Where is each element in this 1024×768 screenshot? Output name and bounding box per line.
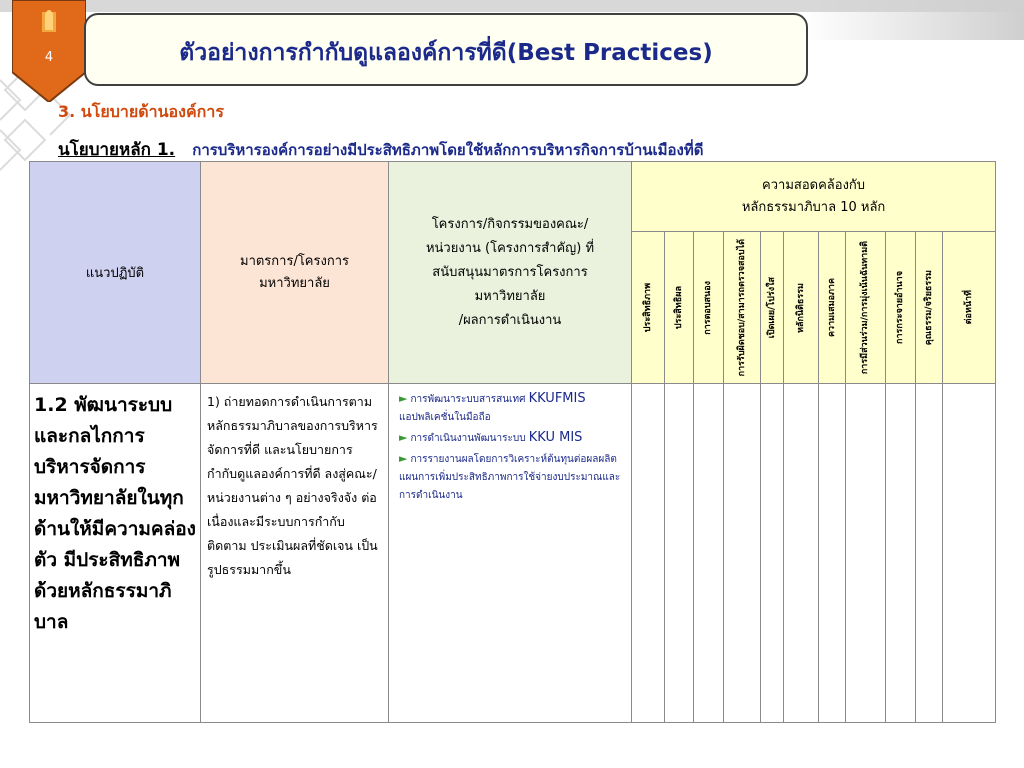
measure-cell: 1) ถ่ายทอดการดำเนินการตามหลักธรรมาภิบาลของการบริหารจัดการที่ดี และนโยบายการกำกับดูแลองค์การที่ดี ลงสู่คณะ/หน่วยงานต่าง ๆ อย่างจริงจัง ต่อเนื่องและมีระบบการกำกับ ติดตาม ประเมินผลที่ชัดเจน เป็นรูปธรรมมากขึ้น — [201, 384, 389, 723]
principle-label: หลักนิติธรรม — [795, 282, 806, 333]
header-align-line2: หลักธรรมาภิบาล 10 หลัก — [741, 199, 886, 215]
principle-label: ประสิทธิผล — [673, 285, 684, 330]
top-right-gradient — [804, 0, 1024, 40]
arrow-bullet-icon: ► — [399, 431, 408, 444]
principle-label: ความเสมอภาค — [826, 278, 837, 337]
header-measure-line1: มาตรการ/โครงการ — [240, 253, 349, 269]
project-cell — [389, 384, 632, 723]
principle-transparency — [761, 232, 784, 384]
header-practice: แนวปฏิบัติ — [30, 162, 201, 384]
project-item — [399, 390, 621, 427]
header-project-line2: หน่วยงาน (โครงการสำคัญ) ที่ — [425, 240, 595, 256]
project-item-text: การดำเนินงานพัฒนาระบบ — [410, 433, 526, 444]
principle-label: ต่อหน้าที่ — [963, 290, 974, 325]
principle-rule-of-law — [784, 232, 819, 384]
title-bar — [84, 13, 808, 86]
check-cell — [632, 384, 665, 723]
project-item — [399, 429, 621, 448]
header-project-line1: โครงการ/กิจกรรมของคณะ/ — [431, 216, 589, 232]
practice-cell: 1.2 พัฒนาระบบและกลไกการบริหารจัดการมหาวิทยาลัยในทุกด้านให้มีความคล่องตัว มีประสิทธิภาพด้วยหลักธรรมาภิบาล — [30, 384, 201, 723]
page-title: ตัวอย่างการกำกับดูแลองค์การที่ดี(Best Practices) — [179, 40, 713, 66]
check-cell — [784, 384, 819, 723]
principle-decentralization — [886, 232, 916, 384]
arrow-bullet-icon: ► — [399, 452, 408, 465]
project-item-text: การรายงานผลโดยการวิเคราะห์ต้นทุนต่อผลผลิต แผนการเพิ่มประสิทธิภาพการใช้จ่ายงบประมาณและการดำเนินงาน — [399, 454, 621, 501]
check-cell — [665, 384, 694, 723]
policy-text: การบริหารองค์การอย่างมีประสิทธิภาพโดยใช้หลักการบริหารกิจการบ้านเมืองที่ดี — [192, 141, 704, 159]
principle-equity — [819, 232, 846, 384]
header-project-line3: สนับสนุนมาตรการโครงการ — [432, 264, 588, 280]
check-cell — [819, 384, 846, 723]
check-cell — [761, 384, 784, 723]
principle-label: เปิดเผย/โปร่งใส — [766, 276, 777, 339]
principle-ethics — [916, 232, 943, 384]
header-measure — [201, 162, 389, 384]
principle-label: การตอบสนอง — [703, 280, 713, 335]
project-item-text2: แอปพลิเคชั่นในมือถือ — [399, 412, 491, 423]
header-project — [389, 162, 632, 384]
principle-label: คุณธรรม/จริยธรรม — [923, 269, 934, 346]
header-project-line5: /ผลการดำเนินงาน — [458, 312, 562, 328]
principle-efficiency — [632, 232, 665, 384]
header-align-line1: ความสอดคล้องกับ — [762, 177, 866, 193]
check-cell — [943, 384, 996, 723]
slide-number: 4 — [44, 50, 54, 65]
policy-line — [58, 136, 704, 163]
principle-label: การกระจายอำนาจ — [895, 271, 905, 344]
principle-accountability — [724, 232, 761, 384]
project-item-text: การพัฒนาระบบสารสนเทศ — [410, 394, 526, 405]
check-cell — [846, 384, 886, 723]
principle-label: การรับผิดชอบ/สามารถตรวจสอบได้ — [736, 238, 747, 377]
check-cell — [916, 384, 943, 723]
principle-effectiveness — [665, 232, 694, 384]
project-item-emph: KKU MIS — [528, 430, 583, 445]
principle-duty — [943, 232, 996, 384]
project-item-emph: KKUFMIS — [528, 391, 586, 406]
header-project-line4: มหาวิทยาลัย — [474, 288, 546, 304]
governance-table — [29, 161, 996, 723]
principle-label: การมีส่วนร่วม/การมุ่งเน้นฉันทามติ — [860, 240, 870, 375]
principle-label: ประสิทธิภาพ — [642, 282, 653, 333]
header-alignment — [632, 162, 996, 232]
check-cell — [694, 384, 724, 723]
check-cell — [724, 384, 761, 723]
arrow-bullet-icon: ► — [399, 392, 408, 405]
project-item — [399, 450, 621, 505]
principle-responsiveness — [694, 232, 724, 384]
header-measure-line2: มหาวิทยาลัย — [259, 275, 330, 291]
check-cell — [886, 384, 916, 723]
principle-participation — [846, 232, 886, 384]
policy-label: นโยบายหลัก 1. — [58, 140, 176, 160]
table-row — [30, 384, 996, 723]
section-title: 3. นโยบายด้านองค์การ — [58, 102, 224, 121]
